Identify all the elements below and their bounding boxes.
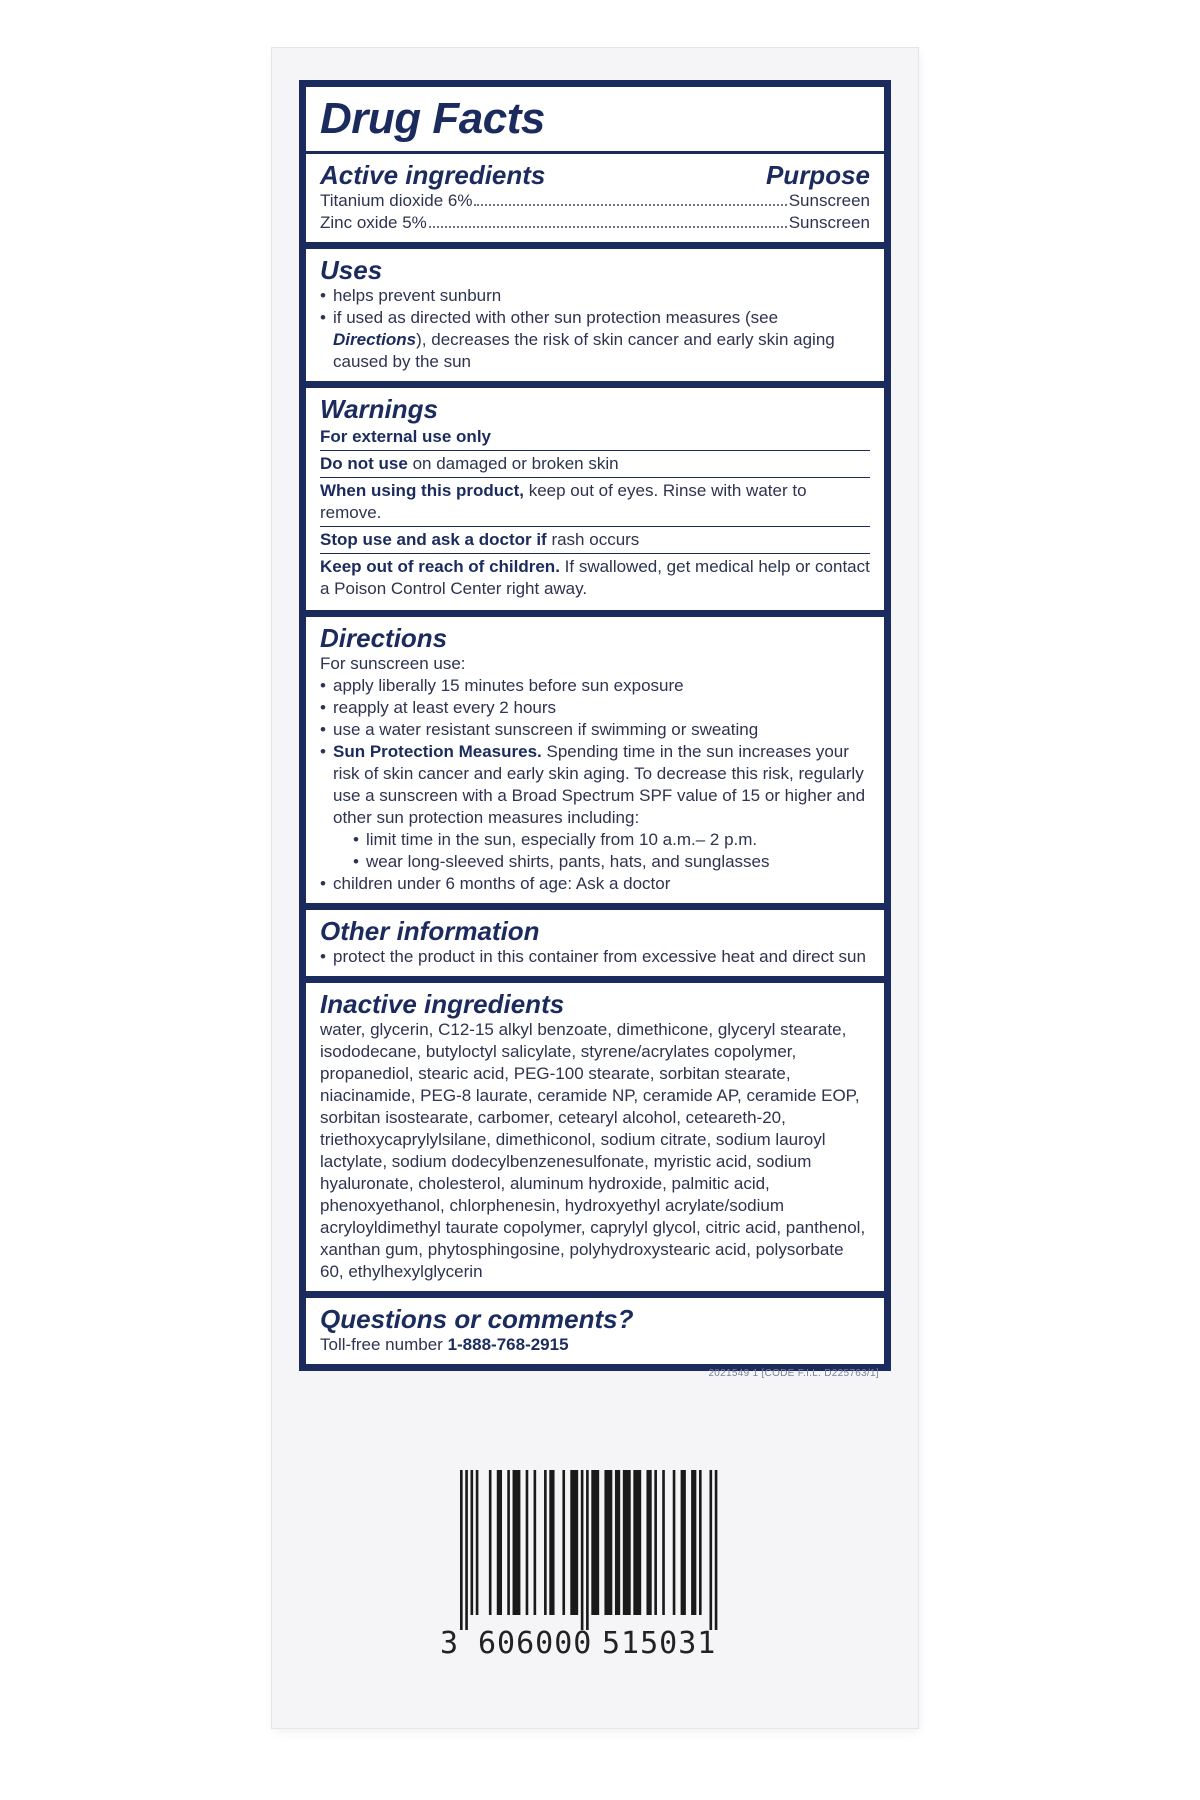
barcode-bar — [691, 1470, 696, 1615]
title-divider — [306, 151, 884, 154]
drug-facts-title: Drug Facts — [320, 94, 545, 143]
warning-text: If swallowed, get medical help or contact a Poison Control Center right away. — [320, 557, 870, 598]
uses-item: • helps prevent sunburn — [320, 285, 870, 307]
other-information-heading: Other information — [320, 916, 540, 946]
barcode-bar — [615, 1470, 620, 1615]
uses-item — [320, 307, 870, 373]
barcode-bar — [591, 1470, 599, 1615]
warning-bold: Keep out of reach of children. — [320, 557, 560, 576]
barcode-bar — [534, 1470, 537, 1615]
uses-heading: Uses — [320, 255, 383, 285]
barcode-bar — [709, 1470, 712, 1630]
barcode-digit-first: 3 — [440, 1626, 459, 1661]
barcode-bar — [513, 1470, 521, 1615]
barcode-bar — [507, 1470, 510, 1615]
toll-free-line — [320, 1334, 870, 1356]
warning-text: keep out of eyes. Rinse with water to remove. — [320, 481, 807, 522]
barcode-bar — [544, 1470, 547, 1615]
purpose-heading: Purpose — [765, 160, 870, 190]
questions-heading: Questions or comments? — [320, 1304, 634, 1334]
warning-row — [320, 478, 870, 527]
active-ingredients-heading: Active ingredients — [320, 160, 546, 190]
directions-item: • children under 6 months of age: Ask a doctor — [320, 873, 870, 895]
warning-bold: Do not use — [320, 454, 408, 473]
barcode-bar — [623, 1470, 631, 1615]
other-information-item: • protect the product in this container from excessive heat and direct sun — [320, 946, 870, 968]
uses-text: ), decreases the risk of skin cancer and early skin aging caused by the sun — [333, 330, 835, 371]
barcode-bar — [699, 1470, 702, 1615]
warning-row — [320, 424, 870, 451]
barcode-bar — [465, 1470, 468, 1630]
sun-protection-text: Spending time in the sun increases your risk of skin cancer and early skin aging. To decrease this risk, regularly use a sunscreen with a Broad Spectrum SPF value of 15 or higher and other sun protection measures including: — [333, 742, 866, 827]
sun-protection-heading: Sun Protection Measures. — [333, 742, 542, 761]
barcode-digits-right: 515031 — [602, 1626, 717, 1661]
warning-row — [320, 527, 870, 554]
barcode-bar — [476, 1470, 479, 1615]
phone-number: 1-888-768-2915 — [447, 1335, 569, 1354]
leader-dots — [429, 226, 787, 228]
inactive-ingredients-list: water, glycerin, C12-15 alkyl benzoate, dimethicone, glyceryl stearate, isododecane, butyloctyl salicylate, styrene/acrylates copolymer, propanediol, stearic acid, PEG-100 stearate, sorbitan stearate, niacinamide, PEG-8 laurate, ceramide NP, ceramide AP, ceramide EOP, sorbitan isostearate, carbomer, cetearyl alcohol, ceteareth-20, triethoxycaprylylsilane, dimethiconol, sodium citrate, sodium lauroyl lactylate, sodium dodecylbenzenesulfonate, myristic acid, sodium hyaluronate, cholesterol, aluminum hydroxide, palmitic acid, phenoxyethanol, chlorphenesin, hydroxyethyl acrylate/sodium acryloyldimethyl taurate copolymer, caprylyl glycol, citric acid, panthenol, xanthan gum, phytosphingosine, polyhydroxystearic acid, polysorbate 60, ethylhexylglycerin — [320, 1020, 866, 1281]
warning-bold: When using this product, — [320, 481, 524, 500]
uses-text: if used as directed with other sun protection measures (see — [333, 308, 779, 327]
barcode-bar — [673, 1470, 676, 1615]
warnings-panel — [305, 387, 885, 611]
active-ingredient-row — [320, 190, 870, 212]
barcode-bar — [570, 1470, 578, 1615]
directions-item: • use a water resistant sunscreen if swimming or sweating — [320, 719, 870, 741]
directions-reference: Directions — [333, 330, 417, 349]
ingredient-purpose: Sunscreen — [788, 213, 870, 232]
barcode-bar — [662, 1470, 665, 1615]
barcode-bar — [489, 1470, 492, 1615]
barcode-bar — [549, 1470, 554, 1615]
drug-facts-label — [299, 80, 891, 1371]
warning-row — [320, 451, 870, 478]
barcode-bar — [715, 1470, 718, 1630]
product-code: 2021549 1 [CODE F.I.L. D225763/1] — [708, 1368, 879, 1379]
barcode-bar — [681, 1470, 686, 1615]
warning-text: rash occurs — [546, 530, 640, 549]
barcode-bar — [460, 1470, 463, 1630]
warnings-heading: Warnings — [320, 394, 438, 424]
other-information-panel — [305, 909, 885, 977]
directions-item: • apply liberally 15 minutes before sun exposure — [320, 675, 870, 697]
barcode-bars — [440, 1470, 740, 1630]
warning-bold: Stop use and ask a doctor if — [320, 530, 547, 549]
barcode-bar — [633, 1470, 641, 1615]
barcode-bar — [586, 1470, 589, 1630]
barcode-digits-left: 606000 — [478, 1626, 593, 1661]
leader-dots — [474, 204, 786, 206]
directions-intro: For sunscreen use: — [320, 654, 466, 673]
toll-free-label: Toll-free number — [320, 1335, 448, 1354]
ingredient-purpose: Sunscreen — [788, 191, 870, 210]
uses-panel — [305, 248, 885, 382]
warning-external: For external use only — [320, 427, 491, 446]
directions-item — [320, 741, 870, 829]
directions-item: • reapply at least every 2 hours — [320, 697, 870, 719]
barcode-bar — [471, 1470, 474, 1615]
inactive-ingredients-heading: Inactive ingredients — [320, 989, 565, 1019]
active-ingredient-row — [320, 212, 870, 234]
questions-panel — [305, 1297, 885, 1365]
warning-row — [320, 554, 870, 602]
directions-panel — [305, 616, 885, 904]
active-ingredients-panel — [305, 86, 885, 243]
barcode-bar — [646, 1470, 651, 1615]
directions-subitem: • wear long-sleeved shirts, pants, hats, and sunglasses — [320, 851, 870, 873]
directions-heading: Directions — [320, 623, 448, 653]
barcode-bar — [526, 1470, 529, 1615]
barcode-digits — [440, 1626, 740, 1662]
barcode-bar — [654, 1470, 657, 1615]
ingredient-name: Zinc oxide 5% — [320, 213, 427, 232]
barcode-bar — [581, 1470, 584, 1630]
inactive-ingredients-panel — [305, 982, 885, 1292]
warning-text: on damaged or broken skin — [407, 454, 619, 473]
directions-subitem: • limit time in the sun, especially from 10 a.m.– 2 p.m. — [320, 829, 870, 851]
ingredient-name: Titanium dioxide 6% — [320, 191, 473, 210]
barcode — [440, 1470, 740, 1670]
barcode-bar — [497, 1470, 502, 1615]
barcode-bar — [604, 1470, 612, 1615]
barcode-bar — [562, 1470, 565, 1615]
